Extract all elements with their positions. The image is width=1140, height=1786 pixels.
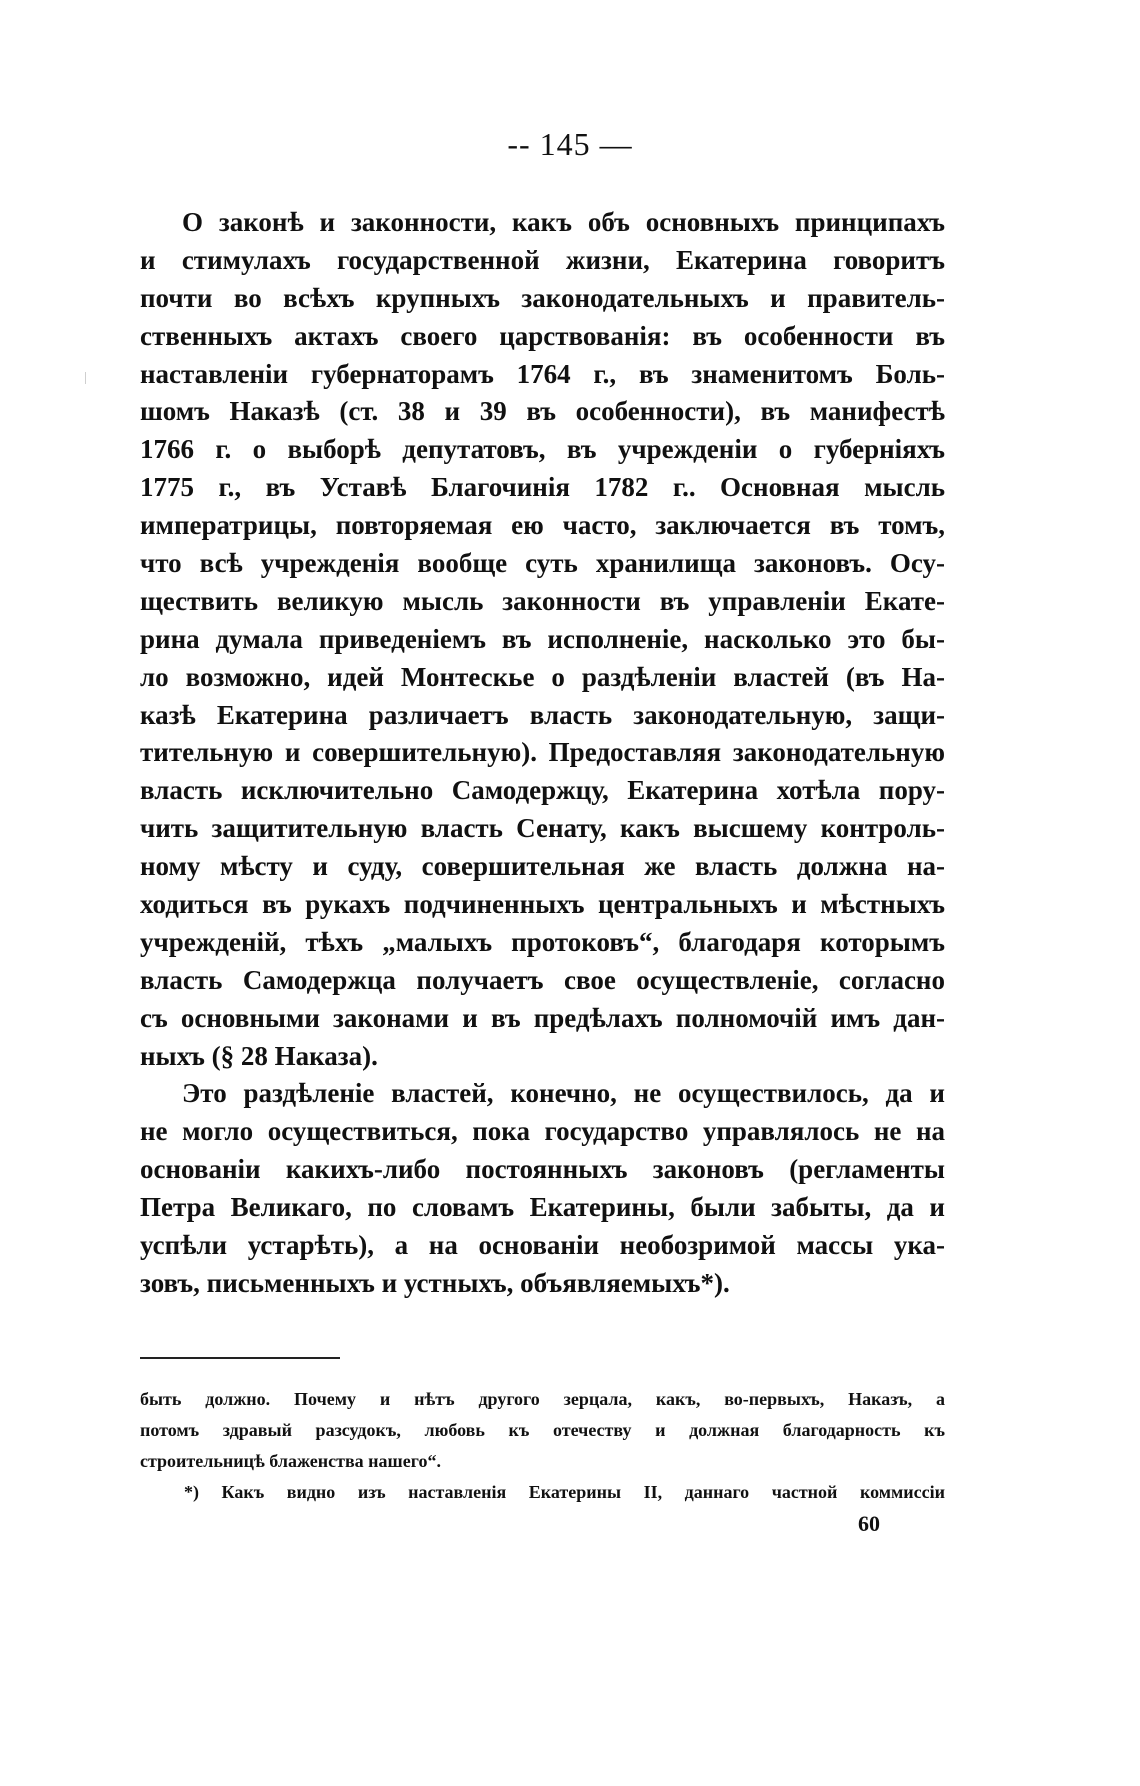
- text-line: учрежденій, тѣхъ „малыхъ протоковъ“, благодаря которымъ: [140, 926, 945, 957]
- footnote: [140, 1477, 945, 1508]
- text-line: чить защитительную власть Сенату, какъ высшему контроль-: [140, 813, 945, 844]
- text-line: наставленіи губернаторамъ 1764 г., въ знаменитомъ Боль-: [140, 358, 945, 389]
- text-line: ществить великую мысль законности въ управленіи Екате-: [140, 585, 945, 616]
- signature-mark: 60: [858, 1511, 880, 1536]
- text-line: Петра Великаго, по словамъ Екатерины, были забыты, да и: [140, 1192, 945, 1223]
- text-line: 1775 г., въ Уставѣ Благочинія 1782 г.. Основная мысль: [140, 472, 945, 503]
- paragraph: [140, 204, 945, 1075]
- text-line: зовъ, письменныхъ и устныхъ, объявляемыхъ*).: [140, 1267, 730, 1298]
- text-line: ло возможно, идей Монтескье о раздѣленіи властей (въ На-: [140, 661, 945, 692]
- text-line: ныхъ (§ 28 Наказа).: [140, 1040, 378, 1071]
- page-edge-mark: [85, 372, 86, 384]
- text-line: почти во всѣхъ крупныхъ законодательныхъ и правитель-: [140, 282, 945, 313]
- text-line: ственныхъ актахъ своего царствованія: въ особенности въ: [140, 320, 945, 351]
- text-line: и стимулахъ государственной жизни, Екатерина говоритъ: [140, 244, 945, 275]
- text-line: что всѣ учрежденія вообще суть хранилища законовъ. Осу-: [140, 548, 945, 579]
- footnote-continuation: [140, 1384, 945, 1477]
- footnote-line: *) Какъ видно изъ наставленія Екатерины II, даннаго частной коммиссіи: [184, 1482, 945, 1502]
- footnote-separator: [140, 1357, 340, 1359]
- footnote-line: быть должно. Почему и нѣтъ другого зерцала, какъ, во-первыхъ, Наказъ, а: [140, 1389, 945, 1409]
- footnotes: [140, 1384, 945, 1508]
- footnote-line: потомъ здравый разсудокъ, любовь къ отечеству и должная благодарность къ: [140, 1420, 945, 1440]
- text-line: съ основными законами и въ предѣлахъ полномочій имъ дан-: [140, 1002, 945, 1033]
- text-line: О законѣ и законности, какъ объ основныхъ принципахъ: [182, 207, 945, 237]
- body-text: [140, 204, 945, 1303]
- text-line: казѣ Екатерина различаетъ власть законодательную, защи-: [140, 699, 945, 730]
- text-line: власть Самодержца получаетъ свое осуществленіе, согласно: [140, 964, 945, 995]
- text-line: успѣли устарѣть), а на основаніи необозримой массы ука-: [140, 1230, 945, 1261]
- text-line: ному мѣсту и суду, совершительная же власть должна на-: [140, 851, 945, 882]
- text-line: рина думала приведеніемъ въ исполненіе, насколько это бы-: [140, 623, 945, 654]
- footnote-line: строительницѣ блаженства нашего“.: [140, 1451, 441, 1471]
- text-line: Это раздѣленіе властей, конечно, не осуществилось, да и: [182, 1078, 945, 1109]
- text-line: не могло осуществиться, пока государство управлялось не на: [140, 1116, 945, 1147]
- text-line: 1766 г. о выборѣ депутатовъ, въ учрежденіи о губерніяхъ: [140, 434, 945, 465]
- text-line: ходиться въ рукахъ подчиненныхъ центральныхъ и мѣстныхъ: [140, 889, 945, 920]
- page-number: -- 145 —: [507, 126, 633, 162]
- text-line: шомъ Наказѣ (ст. 38 и 39 въ особенности), въ манифестѣ: [140, 396, 945, 427]
- text-line: тительную и совершительную). Предоставляя законодательную: [140, 737, 945, 768]
- text-line: императрицы, повторяемая ею часто, заключается въ томъ,: [140, 510, 945, 541]
- text-line: власть исключительно Самодержцу, Екатерина хотѣла пору-: [140, 775, 945, 806]
- text-line: основаніи какихъ-либо постоянныхъ законовъ (регламенты: [140, 1154, 945, 1185]
- paragraph: [140, 1075, 945, 1302]
